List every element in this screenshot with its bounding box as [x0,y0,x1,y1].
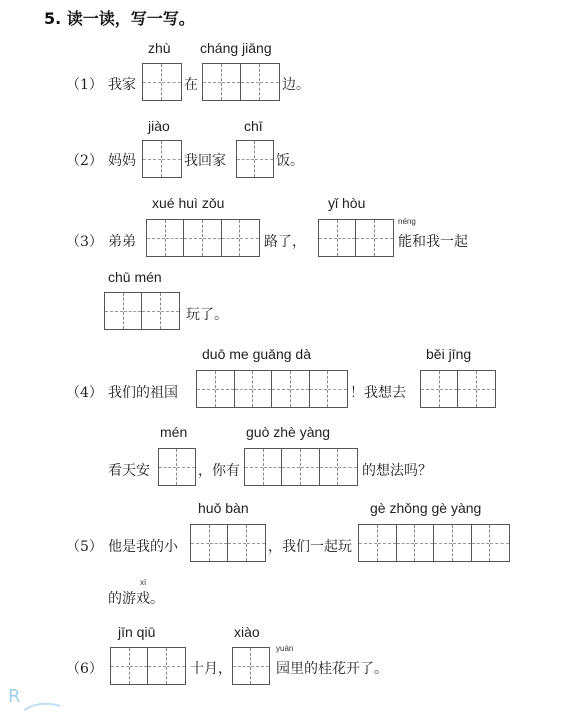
sentence-text: 园里的桂花开了。 [276,661,388,677]
pinyin-label: huǒ bàn [198,500,249,516]
writing-grid[interactable] [244,448,358,486]
sentence-text: 在 [184,77,198,93]
item-number: （5） [66,539,103,555]
sentence-text: 的想法吗？ [362,463,432,479]
sentence-text: 能和我一起 [398,234,468,250]
writing-grid[interactable] [358,524,510,562]
sentence-text: 路了， [264,234,306,250]
writing-grid[interactable] [232,647,270,685]
writing-grid[interactable] [110,647,186,685]
sentence-text: ！我想去 [350,385,406,401]
writing-grid[interactable] [420,370,496,408]
exercise-title: 5. 读一读，写一写。 [44,9,195,28]
sentence-text: 看天安 [108,463,150,479]
pinyin-label: gè zhǒng gè yàng [370,500,482,516]
sentence-text: 他是我的小 [108,539,178,555]
pinyin-label: jīn qiū [118,624,156,640]
writing-grid[interactable] [190,524,266,562]
writing-grid[interactable] [202,63,280,101]
pinyin-label: jiào [148,118,170,134]
item-number: （6） [66,661,103,677]
sentence-text: ，你有 [198,463,240,479]
item-number: （4） [66,385,103,401]
sentence-text: 弟弟 [108,234,136,250]
pinyin-label: duō me guǎng dà [202,346,311,362]
item-number: （1） [66,77,103,93]
writing-grid[interactable] [142,63,182,101]
writing-grid[interactable] [196,370,348,408]
pinyin-annotation: néng [398,217,416,226]
item-number: （2） [66,153,103,169]
pinyin-label: běi jīng [426,346,472,362]
writing-grid[interactable] [142,140,182,178]
sentence-text: 妈妈 [108,153,136,169]
pinyin-label: cháng jiāng [200,40,272,56]
sentence-text: 边。 [282,77,310,93]
pinyin-label: xué huì zǒu [152,195,225,211]
writing-grid[interactable] [158,448,196,486]
pinyin-label: xiào [234,624,260,640]
pinyin-label: mén [160,424,188,440]
sentence-text: 我回家 [184,153,226,169]
sentence-text: 饭。 [276,153,304,169]
pinyin-label: zhù [148,40,171,56]
pinyin-annotation: yuán [276,644,294,653]
pinyin-annotation: xì [140,578,147,587]
pinyin-label: chū mén [108,269,162,285]
pinyin-label: chī [244,118,263,134]
writing-grid[interactable] [146,219,260,257]
sentence-text: 玩了。 [186,307,228,323]
writing-grid[interactable] [104,292,180,330]
pinyin-label: yǐ hòu [328,195,366,211]
sentence-text: 我们的祖国 [108,385,178,401]
sentence-text: ，我们一起玩 [268,539,352,555]
writing-grid[interactable] [318,219,394,257]
pinyin-label: guò zhè yàng [246,424,331,440]
sentence-text: 我家 [108,77,136,93]
sentence-text: 十月， [190,661,232,677]
sentence-text: 的游戏。 [108,591,164,607]
publisher-logo: R [8,686,21,707]
item-number: （3） [66,234,103,250]
writing-grid[interactable] [236,140,274,178]
logo-swoosh-icon [22,700,62,714]
